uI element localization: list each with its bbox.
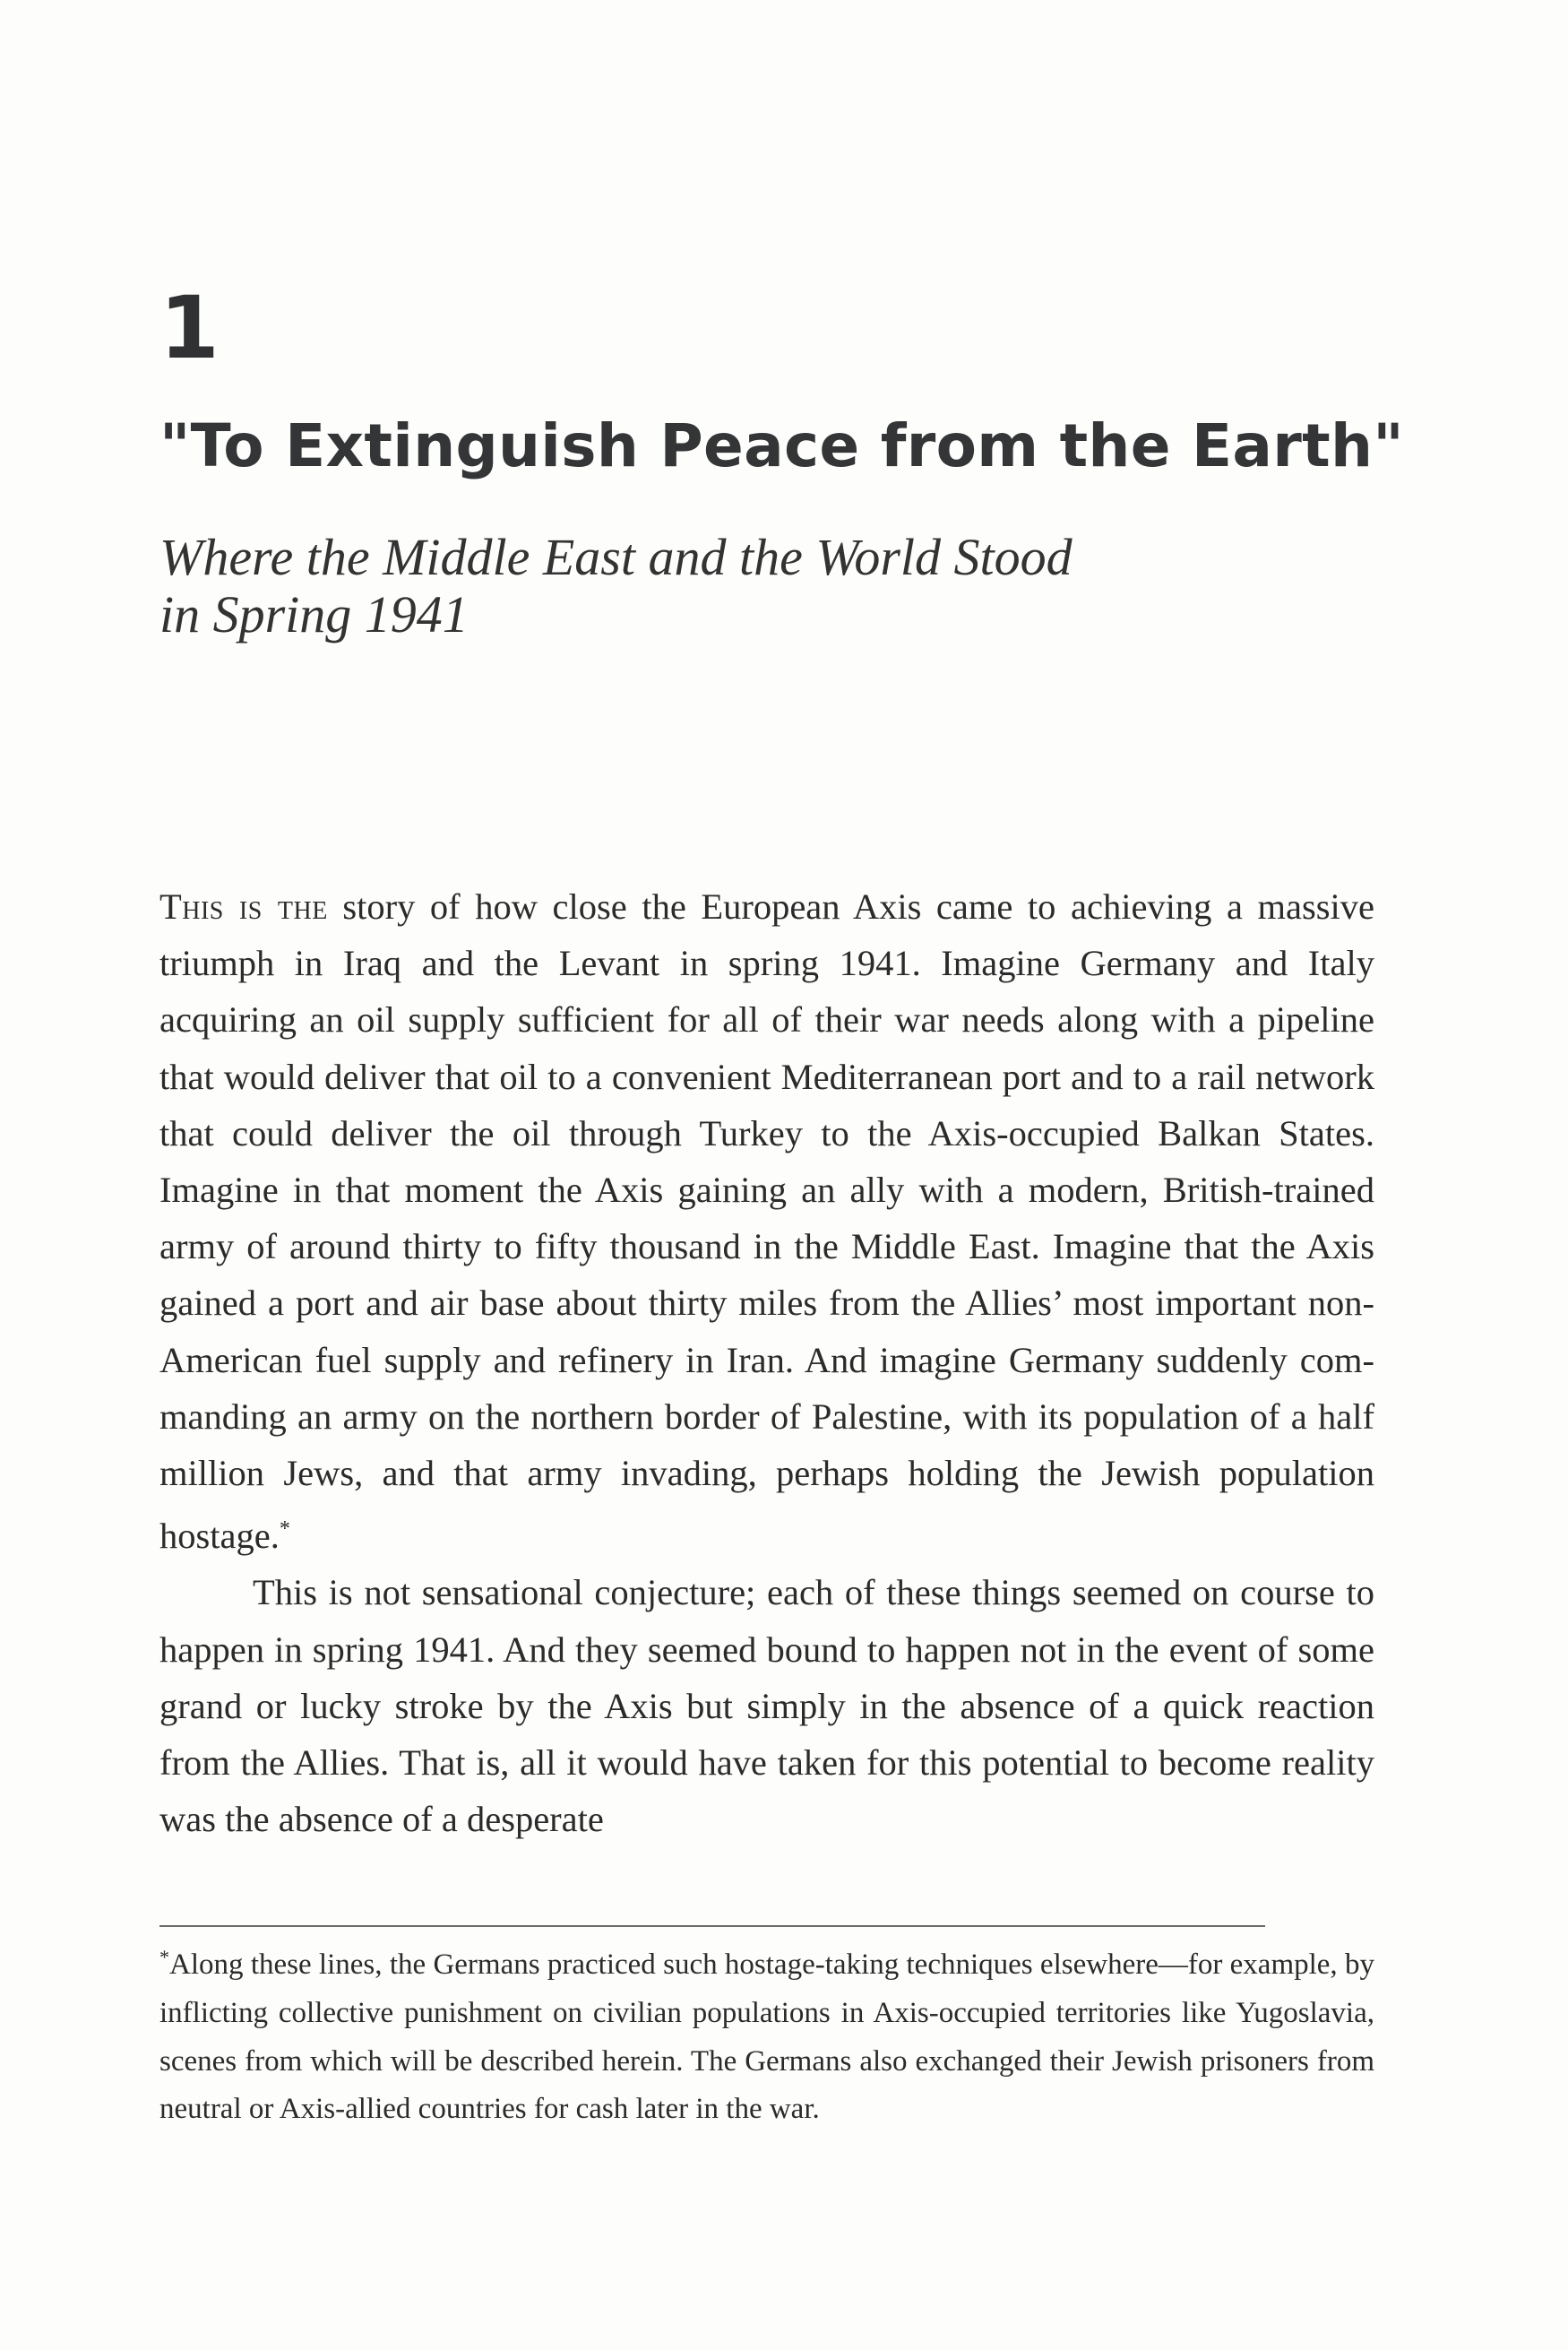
chapter-subtitle-line-2: in Spring 1941 <box>159 585 469 644</box>
body-text <box>159 878 1374 1847</box>
paragraph-2: This is not sensational conjecture; each of these things seemed on course to happen in spring 1941. And they seemed bound to happen not in the event of some grand or lucky stroke by the Axis but simply in the absence of a quick reaction from the Allies. That is, all it would have taken for this potential to become reality was the absence of a desperate <box>159 1572 1374 1840</box>
footnote-text: Along these lines, the Germans practiced such hostage-taking techniques elsewhere—for example, by inflicting collective punishment on civilian populations in Axis-occupied territories like Yugoslavia, scenes from which will be described herein. The Germans also exchanged their Jewish prisoners from neutral or Axis-allied countries for cash later in the war. <box>159 1948 1374 2126</box>
chapter-number: 1 <box>159 278 220 378</box>
chapter-subtitle <box>159 529 1324 644</box>
footnote <box>159 1933 1374 2134</box>
chapter-subtitle-line-1: Where the Middle East and the World Stood <box>159 528 1073 586</box>
footnote-reference-mark[interactable]: * <box>279 1517 290 1542</box>
footnote-divider <box>159 1925 1265 1927</box>
paragraph-1-lead-in: This is the <box>159 886 328 927</box>
chapter-title: "To Extinguish Peace from the Earth" <box>159 411 1404 480</box>
footnote-mark: * <box>159 1946 169 1968</box>
paragraph-1-text: story of how close the European Axis came to achieving a massive triumph in Iraq and the Levant in spring 1941. Imagine Germany and Italy acquiring an oil supply sufficient for all of their war needs along with a pipeline that would deliver that oil to a convenient Mediterranean port and to a rail network that could deliver the oil through Turkey to the Axis-occupied Balkan States. Imagine in that moment the Axis gaining an ally with a modern, British-trained army of around thirty to fifty thousand in the Middle East. Imagine that the Axis gained a port and air base about thirty miles from the Allies’ most important non-American fuel supply and refinery in Iran. And imagine Germany suddenly commanding an army on the northern border of Palestine, with its population of a half million Jews, and that army invading, perhaps holding the Jewish population hostage. <box>159 886 1374 1557</box>
paragraph-1 <box>159 878 1374 1564</box>
